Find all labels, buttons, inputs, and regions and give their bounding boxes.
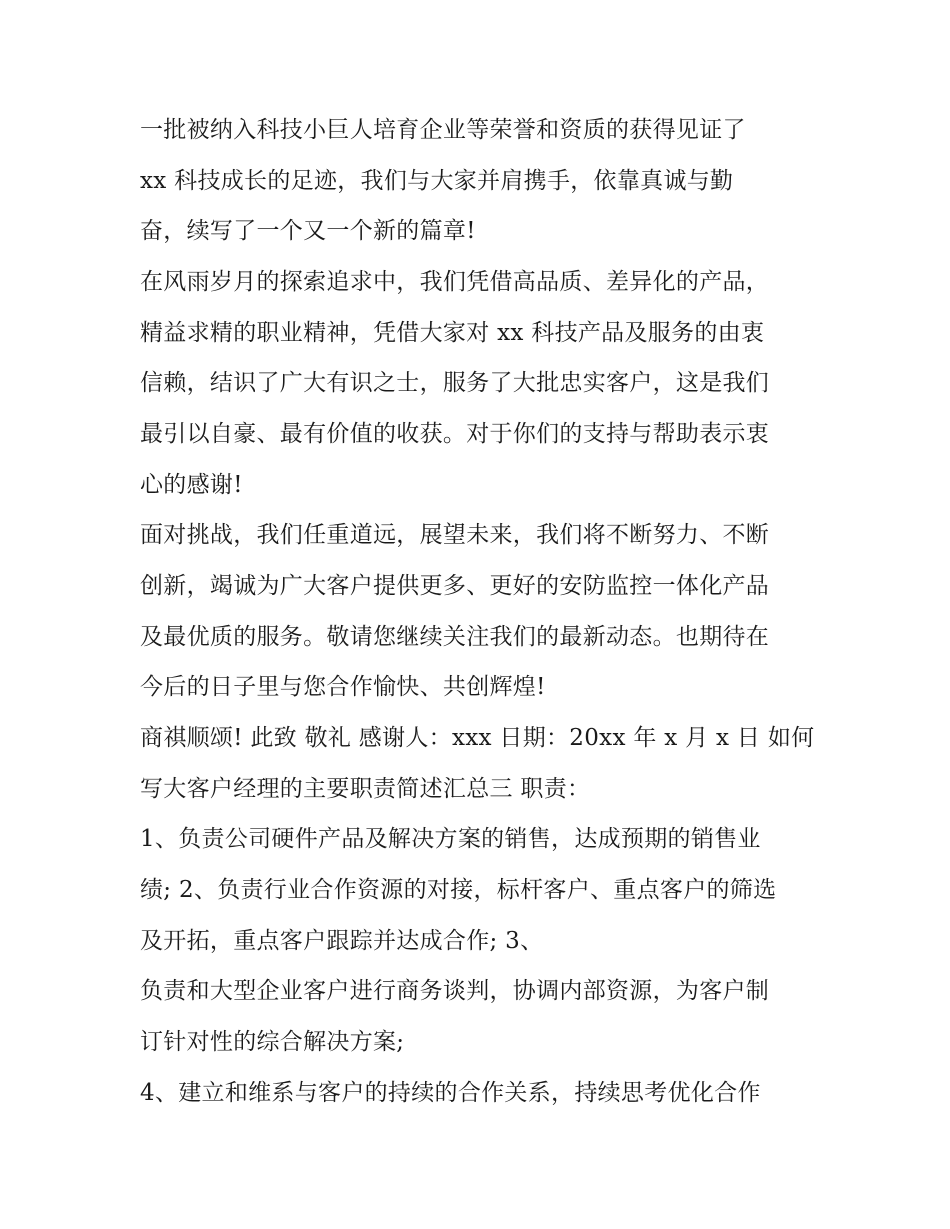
text-line: 订针对性的综合解决方案; xyxy=(140,1029,405,1055)
text-line: 4、建立和维系与客户的持续的合作关系，持续思考优化合作 xyxy=(140,1080,761,1106)
text-line: xx 科技成长的足迹，我们与大家并肩携手，依靠真诚与勤 xyxy=(140,168,734,194)
text-line: 创新，竭诚为广大客户提供更多、更好的安防监控一体化产品 xyxy=(140,573,770,599)
text-line: 精益求精的职业精神，凭借大家对 xx 科技产品及服务的由衷 xyxy=(140,320,765,346)
text-line: 写大客户经理的主要职责简述汇总三 职责： xyxy=(140,776,591,802)
text-line: 奋，续写了一个又一个新的篇章! xyxy=(140,218,476,244)
text-line: 一批被纳入科技小巨人培育企业等荣誉和资质的获得见证了 xyxy=(140,117,746,143)
text-line: 最引以自豪、最有价值的收获。对于你们的支持与帮助表示衷 xyxy=(140,421,770,447)
text-line: 信赖，结识了广大有识之士，服务了大批忠实客户，这是我们 xyxy=(140,370,770,396)
text-line: 面对挑战，我们任重道远，展望未来，我们将不断努力、不断 xyxy=(140,522,770,548)
text-line: 商祺顺颂! 此致 敬礼 感谢人：xxx 日期：20xx 年 x 月 x 日 如何 xyxy=(140,725,815,751)
text-line: 绩; 2、负责行业合作资源的对接，标杆客户、重点客户的筛选 xyxy=(140,877,777,903)
text-line: 负责和大型企业客户进行商务谈判，协调内部资源，为客户制 xyxy=(140,978,770,1004)
text-line: 在风雨岁月的探索追求中，我们凭借高品质、差异化的产品， xyxy=(140,269,770,295)
text-line: 今后的日子里与您合作愉快、共创辉煌! xyxy=(140,674,546,700)
text-line: 心的感谢! xyxy=(140,472,243,498)
text-line: 及最优质的服务。敬请您继续关注我们的最新动态。也期待在 xyxy=(140,624,770,650)
text-line: 及开拓，重点客户跟踪并达成合作; 3、 xyxy=(140,928,544,954)
text-line: 1、负责公司硬件产品及解决方案的销售，达成预期的销售业 xyxy=(140,826,761,852)
